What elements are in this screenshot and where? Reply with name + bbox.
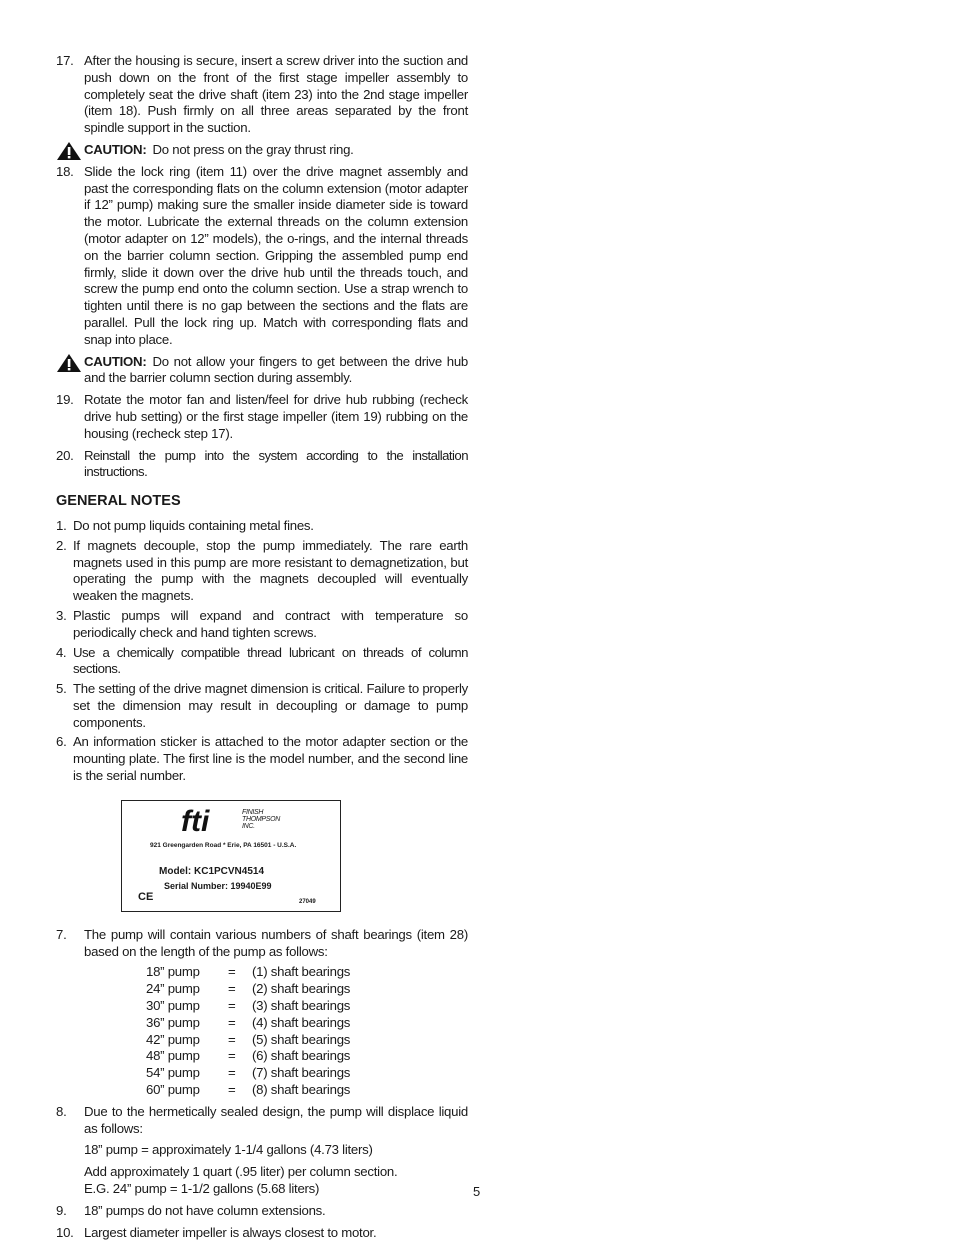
note-number: 4. (56, 644, 66, 660)
general-notes-heading: GENERAL NOTES (56, 493, 181, 510)
note-1 (56, 518, 468, 535)
pump-size: 42” pump (146, 1031, 200, 1047)
bearing-count: (2) shaft bearings (252, 981, 351, 997)
note-3 (56, 608, 468, 642)
pump-size: 30” pump (146, 998, 200, 1014)
table-row (146, 964, 350, 981)
step-number: 20. (56, 447, 74, 463)
info-sticker (121, 800, 341, 912)
step-text: After the housing is secure, insert a screw driver into the suction and push down on the front of the first stage impeller assembly to completely seat the drive shaft (item 23) into the 2nd stage impeller (item 18). Push firmly on all three areas separated by the front spindle support in the suction. (84, 53, 468, 136)
sticker-model: Model: KC1PCVN4514 (159, 865, 265, 877)
pump-size: 24” pump (146, 981, 200, 997)
displacement-line: Add approximately 1 quart (.95 liter) per column section. (84, 1164, 398, 1180)
table-row (146, 998, 350, 1015)
sticker-address: 921 Greengarden Road * Erie, PA 16501 - U.S.A. (150, 841, 297, 849)
brand-line: THOMPSON (242, 815, 281, 823)
bearing-count: (6) shaft bearings (252, 1048, 351, 1064)
item-text: Due to the hermetically sealed design, the pump will displace liquid as follows: (84, 1103, 468, 1136)
note-text: Plastic pumps will expand and contract with temperature so periodically check and hand tighten screws. (73, 607, 468, 640)
note-5 (56, 681, 468, 731)
note-text: An information sticker is attached to the motor adapter section or the mounting plate. The first line is the model number, and the second line is the serial number. (73, 734, 468, 784)
sticker-brand (242, 809, 280, 830)
pump-size: 48” pump (146, 1048, 200, 1064)
warning-icon (56, 353, 84, 373)
note-number: 1. (56, 517, 67, 533)
step-text: Rotate the motor fan and listen/feel for drive hub rubbing (recheck drive hub setting) or the first stage impeller (item 19) rubbing on the housing (recheck step 17). (84, 392, 468, 441)
item-text: The pump will contain various numbers of shaft bearings (item 28) based on the length of the pump as follows: (84, 926, 468, 959)
equals: = (228, 1065, 236, 1081)
note-text: Do not pump liquids containing metal fines. (73, 517, 314, 533)
bearing-count: (5) shaft bearings (252, 1031, 351, 1047)
note-4 (56, 645, 468, 679)
displacement-line: E.G. 24” pump = 1-1/2 gallons (5.68 liters) (84, 1181, 320, 1197)
equals: = (228, 964, 236, 980)
pump-size: 18” pump (146, 964, 200, 980)
equals: = (228, 998, 236, 1014)
note-2 (56, 538, 468, 605)
item-number: 8. (56, 1103, 67, 1119)
step-text: Slide the lock ring (item 11) over the drive magnet assembly and past the corresponding flats on the column extension (motor adapter if 12” pump) making sure the smaller inside diameter side is toward the motor. Lubricate the external threads on the column extension (motor adapter on 12” models), the o-rings, and the internal threads on the barrier column section. Gripping the assembled pump end firmly, slide it down over the drive hub until the threads touch, and screw the pump end onto the column section. Use a strap wrench to tighten until there is no gap between the sections and the flats are parallel. Pull the lock ring up. Match with corresponding flats and snap into place. (84, 163, 468, 347)
equals: = (228, 1014, 236, 1030)
table-row (146, 1065, 350, 1082)
bearing-table (146, 964, 350, 1098)
table-row (146, 1048, 350, 1065)
sticker-code: 27049 (299, 898, 316, 905)
item-number: 10. (56, 1224, 74, 1240)
item-number: 7. (56, 926, 67, 942)
caution-text: Do not press on the gray thrust ring. (152, 141, 354, 157)
warning-icon (56, 141, 84, 161)
note-text: The setting of the drive magnet dimension is critical. Failure to properly set the dimension may result in decoupling or damage to pump components. (73, 681, 468, 730)
caution-2 (56, 354, 468, 388)
step-number: 19. (56, 392, 74, 408)
caution-text: Do not allow your fingers to get between the drive hub and the barrier column section during assembly. (84, 353, 468, 386)
ce-mark: CE (138, 890, 154, 903)
note-6 (56, 734, 468, 784)
page-number: 5 (473, 1184, 481, 1199)
note-number: 6. (56, 734, 67, 750)
step-19 (56, 392, 468, 442)
note-number: 3. (56, 607, 67, 623)
note-text: Use a chemically compatible thread lubricant on threads of column sections. (73, 644, 468, 677)
note-number: 2. (56, 537, 67, 553)
item-8 (56, 1104, 468, 1198)
step-text: Reinstall the pump into the system according to the installation instructions. (84, 447, 468, 480)
brand-line: FINISH (242, 808, 264, 816)
bearing-count: (4) shaft bearings (252, 1014, 351, 1030)
pump-size: 60” pump (146, 1082, 200, 1098)
equals: = (228, 1082, 236, 1098)
note-number: 5. (56, 681, 67, 697)
table-row (146, 1032, 350, 1049)
step-number: 18. (56, 163, 74, 179)
caution-label: CAUTION: (84, 353, 147, 369)
caution-label: CAUTION: (84, 141, 147, 157)
caution-1 (56, 142, 468, 159)
item-number: 9. (56, 1202, 67, 1218)
step-number: 17. (56, 53, 74, 68)
item-text: Largest diameter impeller is always closest to motor. (84, 1224, 377, 1240)
fti-logo-icon (180, 807, 240, 835)
note-text: If magnets decouple, stop the pump immediately. The rare earth magnets used in this pump are more resistant to demagnetization, but operating the pump with the magnets decoupled will eventually weaken the magnets. (73, 537, 468, 604)
item-text: 18” pumps do not have column extensions. (84, 1202, 326, 1218)
pump-size: 54” pump (146, 1065, 200, 1081)
table-row (146, 1082, 350, 1099)
table-row (146, 1015, 350, 1032)
bearing-count: (1) shaft bearings (252, 964, 351, 980)
equals: = (228, 1031, 236, 1047)
bearing-count: (8) shaft bearings (252, 1082, 351, 1098)
pump-size: 36” pump (146, 1014, 200, 1030)
step-18 (56, 164, 468, 349)
sticker-serial: Serial Number: 19940E99 (164, 880, 272, 891)
bearing-count: (3) shaft bearings (252, 998, 351, 1014)
step-20 (56, 448, 468, 482)
item-9 (56, 1203, 468, 1220)
page-content (56, 53, 468, 1246)
displacement-line: 18” pump = approximately 1-1/4 gallons (4.73 liters) (84, 1142, 373, 1158)
equals: = (228, 1048, 236, 1064)
equals: = (228, 981, 236, 997)
brand-line: INC. (242, 822, 255, 830)
table-row (146, 981, 350, 998)
bearing-count: (7) shaft bearings (252, 1065, 351, 1081)
logo-text: fti (181, 806, 210, 835)
step-17 (56, 53, 468, 137)
item-7 (56, 927, 468, 1099)
item-10 (56, 1225, 468, 1242)
